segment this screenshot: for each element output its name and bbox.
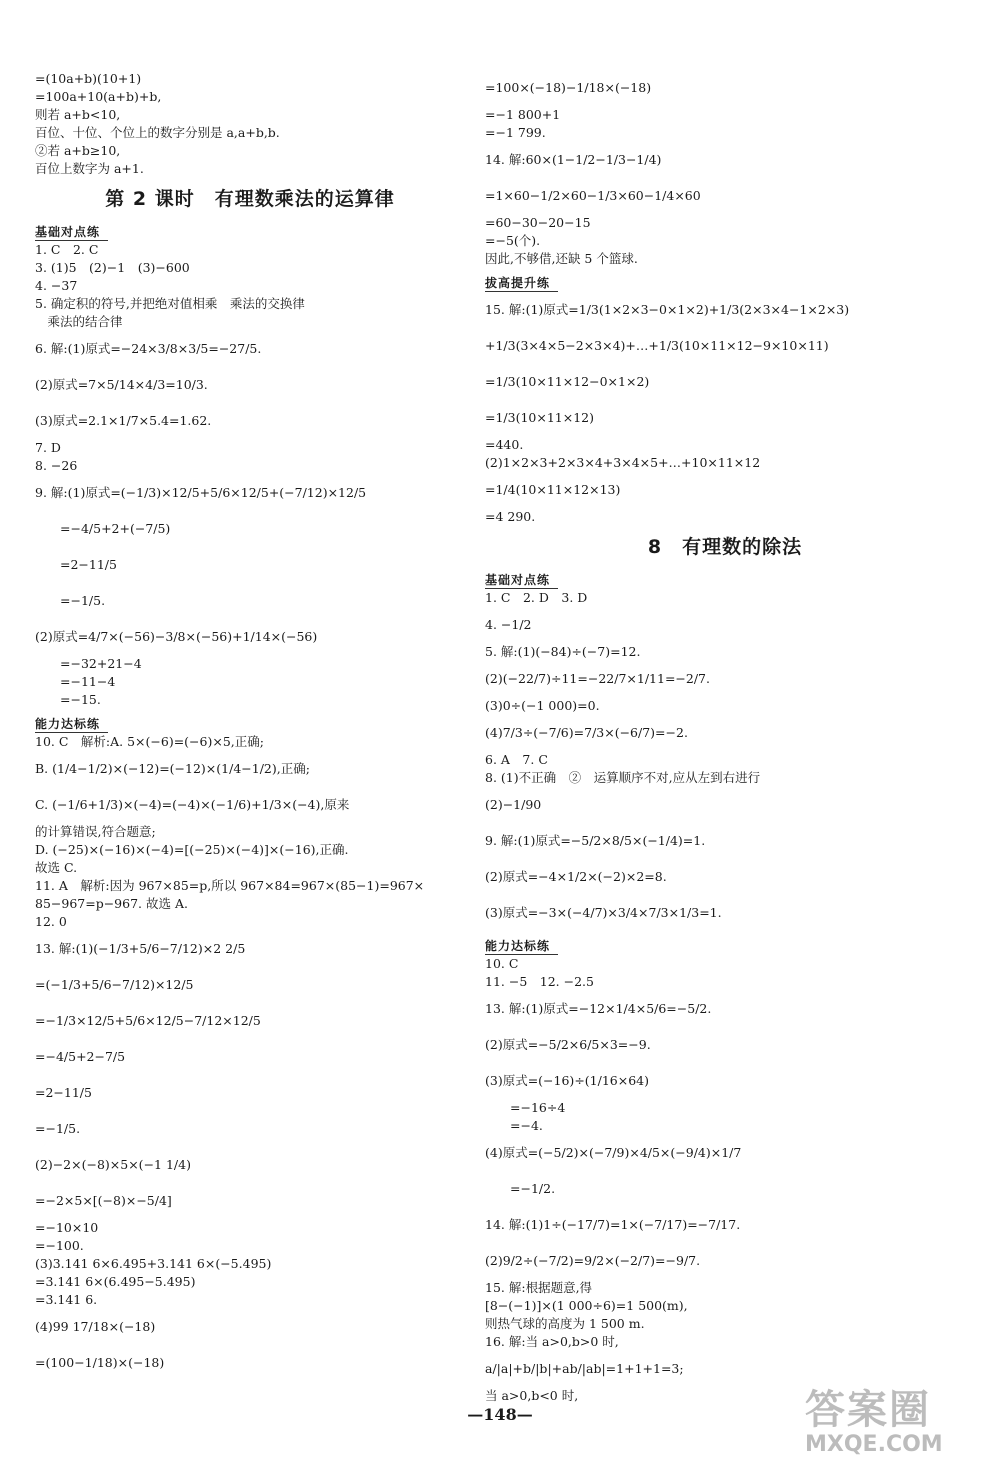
math-line: (4)7/3÷(−7/6)=7/3×(−6/7)=−2.	[485, 725, 688, 740]
text-line: 故选 C.	[35, 860, 78, 875]
text-line: 4. −37	[35, 278, 78, 293]
math-line: 13. 解:(1)(−1/3+5/6−7/12)×2 2/5	[35, 941, 246, 956]
math-line: 4. −1/2	[485, 617, 532, 632]
math-line: =2−11/5	[35, 1085, 92, 1100]
math-line: (4)原式=(−5/2)×(−7/9)×4/5×(−9/4)×1/7	[485, 1145, 742, 1160]
text-line: 5. 确定积的符号,并把绝对值相乘 乘法的交换律	[35, 296, 305, 311]
math-line: (2)−2×(−8)×5×(−1 1/4)	[35, 1157, 191, 1172]
text-line: 百位上数字为 a+1.	[35, 161, 144, 176]
math-line: =1/3(10×11×12)	[485, 410, 595, 425]
text-line: 当 a>0,b<0 时,	[485, 1388, 579, 1403]
subsection-label: 能力达标练	[35, 715, 108, 733]
text-line: (2)1×2×3+2×3×4+3×4×5+…+10×11×12	[485, 455, 761, 470]
section-heading: 8 有理数的除法	[647, 536, 803, 558]
math-line: 9. 解:(1)原式=(−1/3)×12/5+5/6×12/5+(−7/12)×12/5	[35, 485, 367, 500]
math-line: =(−1/3+5/6−7/12)×12/5	[35, 977, 194, 992]
text-line: 8. −26	[35, 458, 78, 473]
text-line: =−100.	[35, 1238, 84, 1253]
text-line: 16. 解:当 a>0,b>0 时,	[485, 1334, 619, 1349]
text-line: 的计算错误,符合题意;	[35, 824, 156, 839]
text-line: 则热气球的高度为 1 500 m.	[485, 1316, 645, 1331]
math-line: (2)原式=−4×1/2×(−2)×2=8.	[485, 869, 667, 884]
math-line: =−1/2.	[485, 1181, 556, 1196]
right-column	[485, 70, 965, 1405]
math-line: =−4/5+2+(−7/5)	[35, 521, 171, 536]
watermark-line1: 答案圈	[805, 1387, 931, 1433]
math-line: =1/4(10×11×12×13)	[485, 482, 621, 497]
text-line: 12. 0	[35, 914, 67, 929]
subsection-label: 能力达标练	[485, 937, 558, 955]
text-line: 3. (1)5 (2)−1 (3)−600	[35, 260, 190, 275]
text-line: =60−30−20−15	[485, 215, 591, 230]
text-line: =−5(个).	[485, 233, 541, 248]
math-line: 6. 解:(1)原式=−24×3/8×3/5=−27/5.	[35, 341, 262, 356]
text-line: =−15.	[35, 692, 101, 707]
text-line: 百位、十位、个位上的数字分别是 a,a+b,b.	[35, 125, 280, 140]
text-line: (3)0÷(−1 000)=0.	[485, 698, 600, 713]
text-line: =100a+10(a+b)+b,	[35, 89, 162, 104]
math-line: 14. 解:60×(1−1/2−1/3−1/4)	[485, 152, 662, 167]
math-line: =2−11/5	[35, 557, 117, 572]
math-line: 9. 解:(1)原式=−5/2×8/5×(−1/4)=1.	[485, 833, 706, 848]
subsection-label: 基础对点练	[35, 223, 108, 241]
text-line: 乘法的结合律	[35, 314, 123, 329]
math-line: (2)原式=−5/2×6/5×3=−9.	[485, 1037, 651, 1052]
math-line: =−1/5.	[35, 593, 106, 608]
math-line: =1×60−1/2×60−1/3×60−1/4×60	[485, 188, 701, 203]
text-line: 85−967=p−967. 故选 A.	[35, 896, 188, 911]
text-line: =3.141 6.	[35, 1292, 98, 1307]
math-line: (2)(−22/7)÷11=−22/7×1/11=−2/7.	[485, 671, 710, 686]
text-line: 7. D	[35, 440, 61, 455]
text-line: =−4.	[485, 1118, 543, 1133]
subsection-label: 基础对点练	[485, 571, 558, 589]
math-line: (4)99 17/18×(−18)	[35, 1319, 156, 1334]
math-line: (3)原式=2.1×1/7×5.4=1.62.	[35, 413, 212, 428]
text-line: =3.141 6×(6.495−5.495)	[35, 1274, 196, 1289]
text-line: =−1 799.	[485, 125, 546, 140]
text-line: [8−(−1)]×(1 000÷6)=1 500(m),	[485, 1298, 688, 1313]
math-line: =(100−1/18)×(−18)	[35, 1355, 165, 1370]
math-line: (3)原式=−3×(−4/7)×3/4×7/3×1/3=1.	[485, 905, 722, 920]
text-line: 8. (1)不正确 ② 运算顺序不对,应从左到右进行	[485, 770, 761, 785]
text-line: =−10×10	[35, 1220, 99, 1235]
math-line: a/|a|+b/|b|+ab/|ab|=1+1+1=3;	[485, 1361, 684, 1376]
left-column	[35, 70, 465, 1381]
text-line: 6. A 7. C	[485, 752, 548, 767]
text-line: 15. 解:根据题意,得	[485, 1280, 593, 1295]
text-line: (3)3.141 6×6.495+3.141 6×(−5.495)	[35, 1256, 272, 1271]
watermark-line2: MXQE.COM	[805, 1432, 943, 1457]
section-heading: 第 2 课时 有理数乘法的运算律	[105, 188, 395, 210]
text-line: 因此,不够借,还缺 5 个篮球.	[485, 251, 638, 266]
text-line: =440.	[485, 437, 524, 452]
math-line: (2)原式=4/7×(−56)−3/8×(−56)+1/14×(−56)	[35, 629, 318, 644]
text-line: ②若 a+b≥10,	[35, 143, 121, 158]
math-line: =1/3(10×11×12−0×1×2)	[485, 374, 650, 389]
math-line: (2)−1/90	[485, 797, 542, 812]
text-line: D. (−25)×(−16)×(−4)=[(−25)×(−4)]×(−16),正确.	[35, 842, 349, 857]
math-line: =−1/3×12/5+5/6×12/5−7/12×12/5	[35, 1013, 261, 1028]
text-line: 10. C 解析:A. 5×(−6)=(−6)×5,正确;	[35, 734, 264, 749]
text-line: 10. C	[485, 956, 519, 971]
math-line: =100×(−18)−1/18×(−18)	[485, 80, 652, 95]
text-line: =−11−4	[35, 674, 116, 689]
text-line: =−1 800+1	[485, 107, 561, 122]
math-line: 14. 解:(1)1÷(−17/7)=1×(−7/17)=−7/17.	[485, 1217, 741, 1232]
text-line: 5. 解:(1)(−84)÷(−7)=12.	[485, 644, 641, 659]
text-line: 11. A 解析:因为 967×85=p,所以 967×84=967×(85−1)=967×	[35, 878, 425, 893]
math-line: (2)原式=7×5/14×4/3=10/3.	[35, 377, 208, 392]
text-line: 1. C 2. D 3. D	[485, 590, 588, 605]
math-line: (2)9/2÷(−7/2)=9/2×(−2/7)=−9/7.	[485, 1253, 701, 1268]
text-line: 1. C 2. C	[35, 242, 99, 257]
math-line: =−1/5.	[35, 1121, 81, 1136]
text-line: =(10a+b)(10+1)	[35, 71, 142, 86]
math-line: =−4/5+2−7/5	[35, 1049, 126, 1064]
math-line: (3)原式=(−16)÷(1/16×64)	[485, 1073, 649, 1088]
text-line: =4 290.	[485, 509, 536, 524]
math-line: 15. 解:(1)原式=1/3(1×2×3−0×1×2)+1/3(2×3×4−1×2×3)	[485, 302, 850, 317]
text-line: 则若 a+b<10,	[35, 107, 121, 122]
math-line: =−2×5×[(−8)×−5/4]	[35, 1193, 172, 1208]
watermark	[805, 1388, 985, 1466]
page-number: —148—	[467, 1405, 533, 1424]
text-line: =−16÷4	[485, 1100, 566, 1115]
math-line: B. (1/4−1/2)×(−12)=(−12)×(1/4−1/2),正确;	[35, 761, 310, 776]
text-line: 11. −5 12. −2.5	[485, 974, 594, 989]
text-line: =−32+21−4	[35, 656, 142, 671]
math-line: C. (−1/6+1/3)×(−4)=(−4)×(−1/6)+1/3×(−4),原来	[35, 797, 350, 812]
subsection-label: 拔高提升练	[485, 274, 558, 292]
math-line: 13. 解:(1)原式=−12×1/4×5/6=−5/2.	[485, 1001, 712, 1016]
math-line: +1/3(3×4×5−2×3×4)+…+1/3(10×11×12−9×10×11)	[485, 338, 829, 353]
